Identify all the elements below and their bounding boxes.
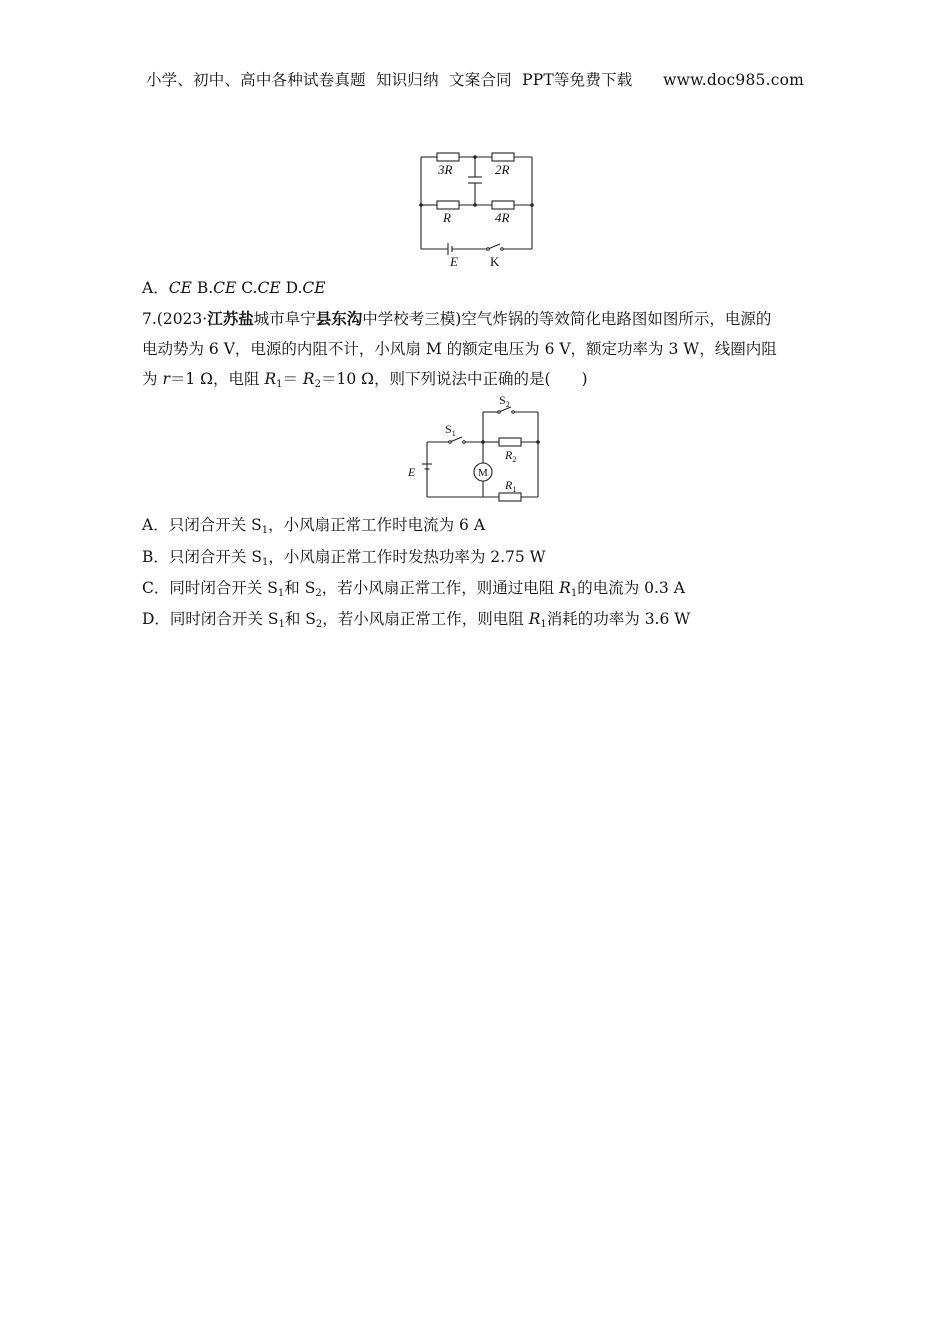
label-e2: E <box>408 465 416 479</box>
option-b: B．只闭合开关 $S_1$，小风扇正常工作时发热功率为 2.75 W <box>142 548 546 568</box>
option-d: D．同时闭合开关 $S_1$和 $S_2$，若小风扇正常工作，则电阻 $R_1$消耗的功率为 3.6 W <box>142 610 691 630</box>
label-r1: $R_1$ <box>505 478 517 494</box>
label-e: E <box>450 254 458 269</box>
label-s1: $S_1$ <box>445 422 456 438</box>
q7-line-2: 电动势为 6 V，电源的内阻不计，小风扇 M 的额定电压为 6 V，额定功率为 3 W，线圈内阻 <box>142 340 777 358</box>
circuit-diagram-2 <box>402 392 548 504</box>
label-r2: $R_2$ <box>505 448 517 464</box>
label-s2: $S_2$ <box>499 393 510 409</box>
motor-label: M <box>478 467 488 479</box>
page-header: 小学、初中、高中各种试卷真题 知识归纳 文案合同 PPT等免费下载 www.doc985.com <box>145 71 805 89</box>
option-a: A．只闭合开关 $S_1$，小风扇正常工作时电流为 6 A <box>142 516 486 536</box>
q6-options: A．CE B.CE C.CE D.CE <box>142 279 326 297</box>
label-3r: 3R <box>438 162 453 177</box>
q7-line-3: 为 r＝1 Ω，电阻 $R_1= R_2=10$ Ω，则下列说法中正确的是( ) <box>142 370 588 390</box>
option-c: C．同时闭合开关 $S_1$和 $S_2$，若小风扇正常工作，则通过电阻 $R_1$的电流为 0.3 A <box>142 579 685 599</box>
label-r: R <box>443 210 451 225</box>
label-k: K <box>490 254 500 269</box>
circuit-diagram-1 <box>410 148 540 270</box>
label-2r: 2R <box>495 162 510 177</box>
q7-line-1: 7.(2023·江苏盐城市阜宁县东沟中学校考三模)空气炸锅的等效简化电路图如图所示，电源的 <box>142 309 772 328</box>
label-4r: 4R <box>495 210 510 225</box>
